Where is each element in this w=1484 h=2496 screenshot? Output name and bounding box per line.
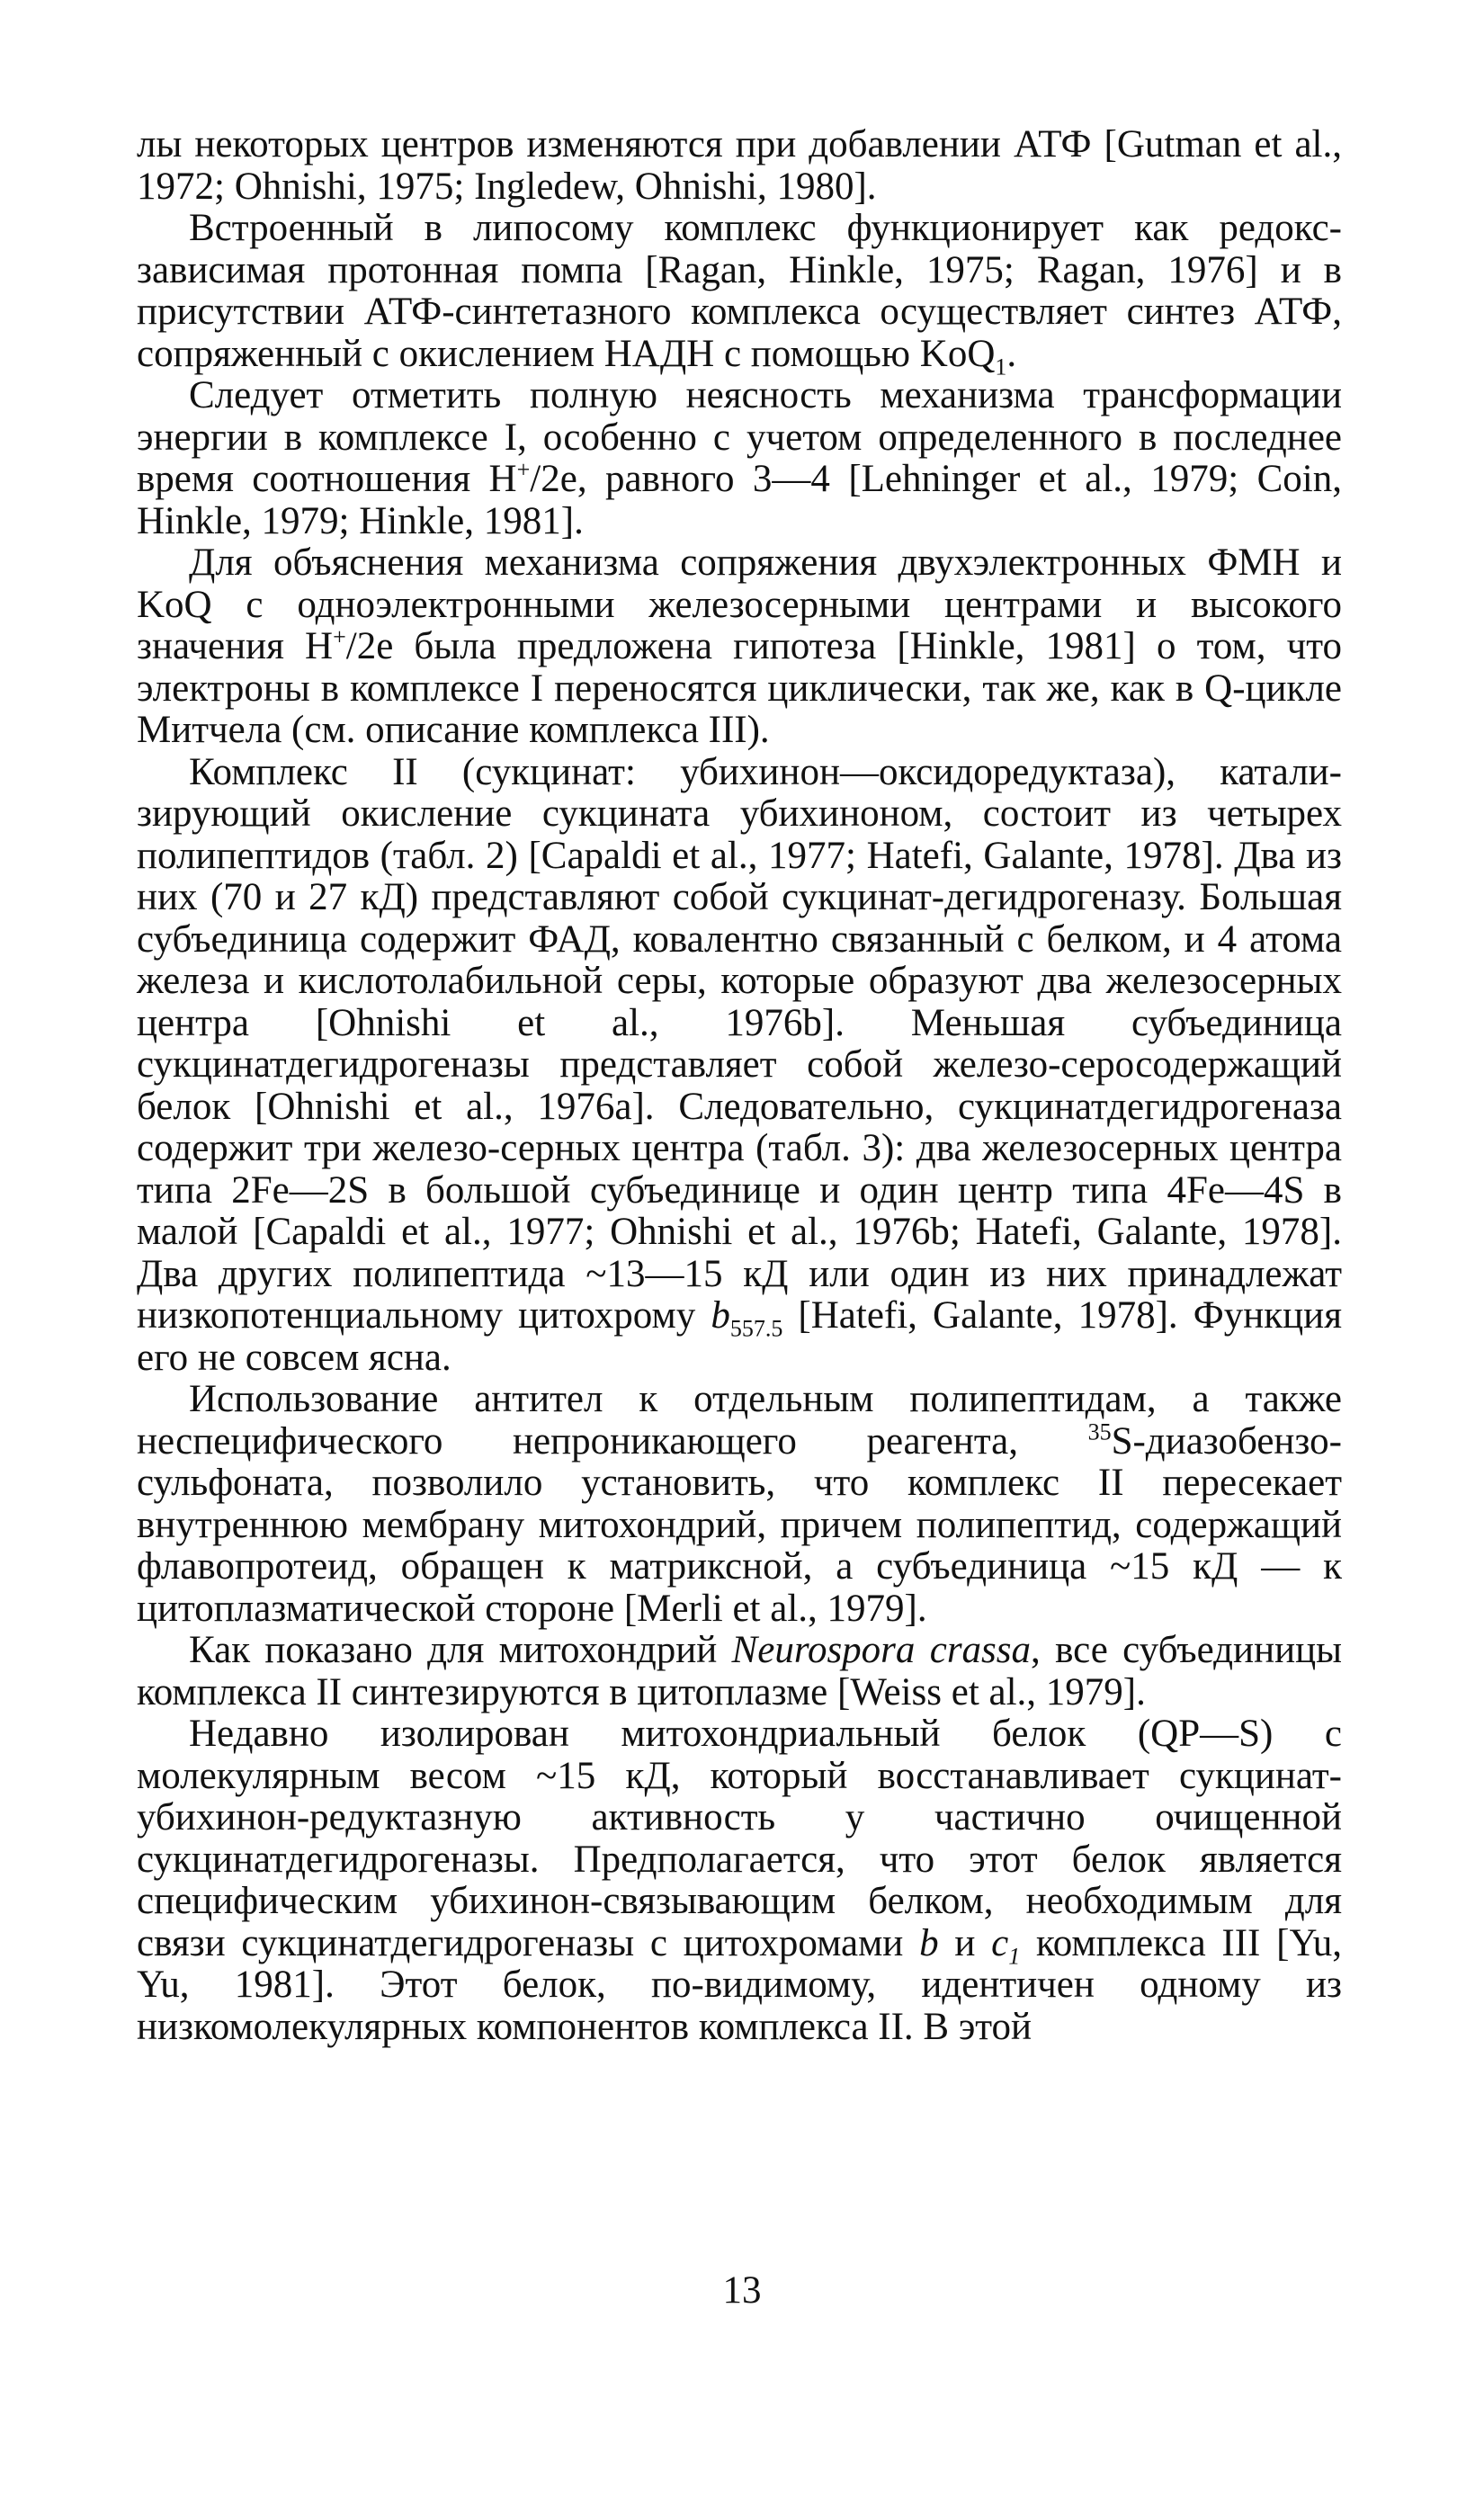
body-text: [137, 124, 1342, 2048]
text-run: S-диазобензосульфоната, позволило установить, что комплекс II пересекает внутреннюю мембрану митохондрий, причем полипептид, содержащий флавопротеид, обращен к матриксной, а субъединица ~15 кД — к цитоплазматической стороне [Merli et al., 1979].: [137, 1419, 1342, 1630]
text-run: Недавно изолирован митохондриальный белок (QP—S) с молекулярным весом ~15 кД, который восстанавливает сукцинат-убихинон-редуктазную активность у частично очищенной сукцинатдегидрогеназы. Предполагается, что этот белок является специфическим убихинон-связывающим белком, необходимым для связи сукцинатдегидрогеназы с цитохромами: [137, 1713, 1342, 1964]
text-run: Для объяснения механизма сопряжения двухэлектронных ФМН и KoQ с одноэлектронными железосерными центрами и высокого значения Н: [137, 541, 1342, 667]
text-run: комплекса III [Yu, Yu, 1981]. Этот белок, по-видимому, идентичен одному из низкомолекулярных компонентов комплекса II. В этой: [137, 1921, 1342, 2048]
text-run: [Hatefi, Galante, 1978]. Функция его не совсем ясна.: [137, 1294, 1342, 1379]
text-run: b: [919, 1921, 939, 1964]
page-number: 13: [722, 2269, 762, 2312]
paragraph: [137, 752, 1342, 1380]
text-run: 1: [1008, 1943, 1021, 1970]
paragraph: [137, 1713, 1342, 2048]
paragraph: [137, 207, 1342, 380]
text-run: Комплекс II (сукцинат: убихинон—оксидоредуктаза), катализирующий окисление сукцината убихиноном, состоит из четырех полипептидов (табл. 2) [Capaldi et al., 1977; Hatefi, Galante, 1978]. Два из них (70 и 27 кД) представляют собой сукцинат-дегидрогеназу. Большая субъединица содержит ФАД, ковалентно связанный с белком, и 4 атома железа и кислотолабильной серы, которые образуют два железосерных центра [Ohnishi et al., 1976b]. Меньшая субъединица сукцинатдегидрогеназы представляет собой железо-серосодержащий белок [Ohnishi et al., 1976a]. Следовательно, сукцинатдегидрогеназа содержит три железо-серных центра (табл. 3): два железосерных центра типа 2Fe—2S в большой субъединице и один центр типа 4Fe—4S в малой [Capaldi et al., 1977; Ohnishi et al., 1976b; Hatefi, Galante, 1978]. Два других полипептида ~13—15 кД или один из них принадлежат низкопотенциальному цитохрому: [137, 750, 1342, 1337]
text-run: +: [516, 456, 531, 483]
text-run: b: [711, 1294, 730, 1337]
text-run: Следует отметить полную неясность механизма трансформации энергии в комплексе I, особенно с учетом определенного в последнее время соотношения Н: [137, 374, 1342, 500]
text-run: c: [991, 1921, 1009, 1964]
text-run: +: [333, 623, 346, 650]
text-run: , все субъединицы комплекса II синтезируются в цитоплазме [Weiss et al., 1979].: [137, 1629, 1342, 1713]
text-run: и: [938, 1921, 992, 1964]
paragraph: [137, 1630, 1342, 1713]
paragraph: [137, 124, 1342, 208]
text-run: .: [1006, 332, 1017, 375]
text-run: /2е была предложена гипотеза [Hinkle, 1981] о том, что электроны в комплексе I переносятся циклически, так же, как в Q-цикле Митчела (см. описание комплекса III).: [137, 625, 1343, 751]
text-run: Использование антител к отдельным полипептидам, а также неспецифического непроникающего реагента,: [137, 1378, 1342, 1463]
paragraph: [137, 1379, 1342, 1630]
text-run: Neurospora crassa: [731, 1629, 1032, 1671]
text-run: 35: [1087, 1418, 1112, 1445]
paragraph: [137, 375, 1342, 542]
text-run: Как показано для митохондрий: [189, 1629, 732, 1671]
text-run: 557.5: [729, 1315, 783, 1342]
text-run: /2е, равного 3—4 [Lehninger et al., 1979; Coin, Hinkle, 1979; Hinkle, 1981].: [137, 458, 1342, 542]
text-run: Встроенный в липосому комплекс функционирует как редокс-зависимая протонная помпа [Ragan, Hinkle, 1975; Ragan, 1976] и в присутствии АТФ-синтетазного комплекса осуществляет синтез АТФ, сопряженный с окислением НАДН с помощью KoQ: [137, 207, 1342, 375]
text-run: лы некоторых центров изменяются при добавлении АТФ [Gutman et al., 1972; Ohnishi, 1975; Ingledew, Ohnishi, 1980].: [137, 123, 1342, 208]
text-run: 1: [995, 353, 1007, 380]
paragraph: [137, 542, 1342, 752]
